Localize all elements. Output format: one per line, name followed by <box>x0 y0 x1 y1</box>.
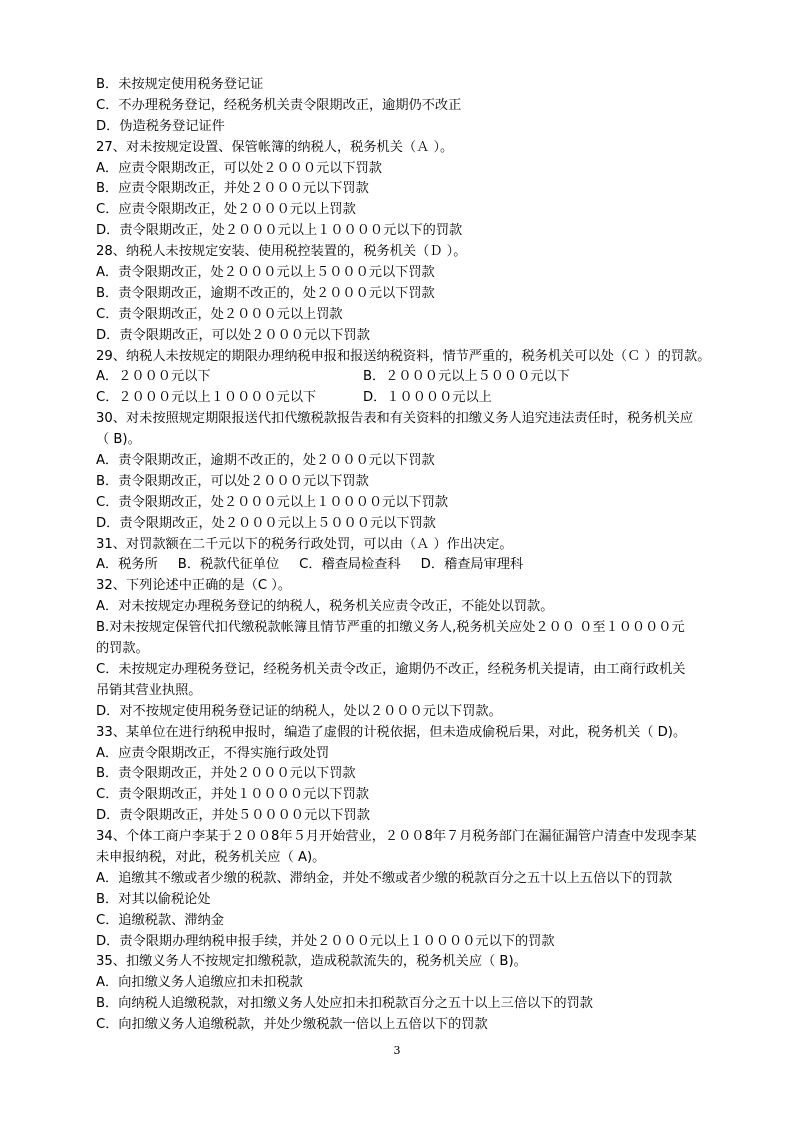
option-text: B．２０００元以上５０００元以下 <box>363 369 570 385</box>
text-line: 34、个体工商户李某于２００8年５月开始营业，２００8年７月税务部门在漏征漏管户清查中发现李某 <box>96 829 697 845</box>
text-line: 33、某单位在进行纳税申报时，编造了虚假的计税依据，但未造成偷税后果，对此，税务机关（ D)。 <box>96 724 687 740</box>
option-text: D．１００００元以上 <box>363 390 492 406</box>
text-line: B．责令限期改正，逾期不改正的，处２０００元以下罚款 <box>96 285 435 301</box>
text-line: D．责令限期改正，并处５００００元以下罚款 <box>96 808 370 824</box>
text-line: 32、下列论述中正确的是（C ）。 <box>96 578 292 594</box>
text-line: 吊销其营业执照。 <box>96 682 202 698</box>
text-line: A．应责令限期改正，不得实施行政处罚 <box>96 745 330 761</box>
text-line: B．责令限期改正，可以处２０００元以下罚款 <box>96 473 369 489</box>
text-line: C．不办理税务登记，经税务机关责令限期改正，逾期仍不改正 <box>96 97 462 113</box>
text-line: A．对未按规定办理税务登记的纳税人，税务机关应责令改正，不能处以罚款。 <box>96 599 554 615</box>
text-line: B．责令限期改正，并处２０００元以下罚款 <box>96 766 356 782</box>
text-line: A．向扣缴义务人追缴应扣未扣税款 <box>96 975 303 991</box>
text-line: C．责令限期改正，并处１００００元以下罚款 <box>96 787 369 803</box>
text-line: A．追缴其不缴或者少缴的税款、滞纳金，并处不缴或者少缴的税款百分之五十以上五倍以下的罚款 <box>96 870 673 886</box>
text-line: D．责令限期改正，处２０００元以上１００００元以下的罚款 <box>96 223 463 239</box>
q29-options-row-1 <box>96 367 746 388</box>
text-line: A．应责令限期改正，可以处２０００元以下罚款 <box>96 160 382 176</box>
text-line: D．伪造税务登记证件 <box>96 118 225 134</box>
question-block <box>96 576 746 1036</box>
question-block <box>96 409 746 555</box>
text-line: 31、对罚款额在二千元以下的税务行政处罚，可以由（Ａ ）作出决定。 <box>96 536 513 552</box>
text-line: C．追缴税款、滞纳金 <box>96 912 224 928</box>
text-line: 的罚款。 <box>96 641 149 657</box>
text-line: D．责令限期办理纳税申报手续，并处２０００元以上１００００元以下的罚款 <box>96 933 555 949</box>
question-block <box>96 75 746 367</box>
text-line: 未申报纳税，对此，税务机关应（ A)。 <box>96 849 326 865</box>
option-text: A．２０００元以下 <box>96 369 211 385</box>
text-line: C．应责令限期改正，处２０００元以上罚款 <box>96 202 356 218</box>
text-line: C．责令限期改正，处２０００元以上罚款 <box>96 306 343 322</box>
text-line: C．责令限期改正，处２０００元以上１００００元以下罚款 <box>96 494 449 510</box>
text-line: B.对未按规定保管代扣代缴税款帐簿且情节严重的扣缴义务人,税务机关应处２００ ０至１００００元 <box>96 620 685 636</box>
option-text: D．稽查局审理科 <box>420 557 524 573</box>
text-line: D．责令限期改正，处２０００元以上５０００元以下罚款 <box>96 515 436 531</box>
text-line: 35、扣缴义务人不按规定扣缴税款，造成税款流失的，税务机关应（ B)。 <box>96 954 527 970</box>
q29-options-row-2 <box>96 388 746 409</box>
text-line: B．对其以偷税论处 <box>96 891 211 907</box>
text-line: D．对不按规定使用税务登记证的纳税人，处以２０００元以下罚款。 <box>96 703 502 719</box>
option-text: C．２０００元以上１００００元以下 <box>96 390 317 406</box>
q31-options-row <box>96 555 746 576</box>
text-line: A．责令限期改正，处２０００元以上５０００元以下罚款 <box>96 265 435 281</box>
option-text: C．稽查局检查科 <box>299 557 401 573</box>
text-line: （ B)。 <box>96 432 141 448</box>
page-number: 3 <box>393 1044 401 1057</box>
text-line: B．向纳税人追缴税款，对扣缴义务人处应扣未扣税款百分之五十以上三倍以下的罚款 <box>96 996 593 1012</box>
text-line: 29、纳税人未按规定的期限办理纳税申报和报送纳税资料，情节严重的，税务机关可以处（Ｃ ）的罚款。 <box>96 348 711 364</box>
text-line: C．未按规定办理税务登记，经税务机关责令改正，逾期仍不改正，经税务机关提请，由工商行政机关 <box>96 661 686 677</box>
text-line: 27、对未按规定设置、保管帐簿的纳税人，税务机关（Ａ ）。 <box>96 139 454 155</box>
document-body <box>96 75 746 1036</box>
option-text: B．税款代征单位 <box>177 557 280 573</box>
text-line: A．责令限期改正，逾期不改正的，处２０００元以下罚款 <box>96 453 435 469</box>
option-text: A．税务所 <box>96 557 158 573</box>
text-line: 30、对未按照规定期限报送代扣代缴税款报告表和有关资料的扣缴义务人追究违法责任时，税务机关应 <box>96 411 694 427</box>
text-line: B．未按规定使用税务登记证 <box>96 77 264 92</box>
text-line: D．责令限期改正，可以处２０００元以下罚款 <box>96 327 370 343</box>
text-line: 28、纳税人未按规定安装、使用税控装置的，税务机关（Ｄ ）。 <box>96 244 467 260</box>
text-line: C．向扣缴义务人追缴税款，并处少缴税款一倍以上五倍以下的罚款 <box>96 1017 488 1033</box>
text-line: B．应责令限期改正，并处２０００元以下罚款 <box>96 181 369 197</box>
